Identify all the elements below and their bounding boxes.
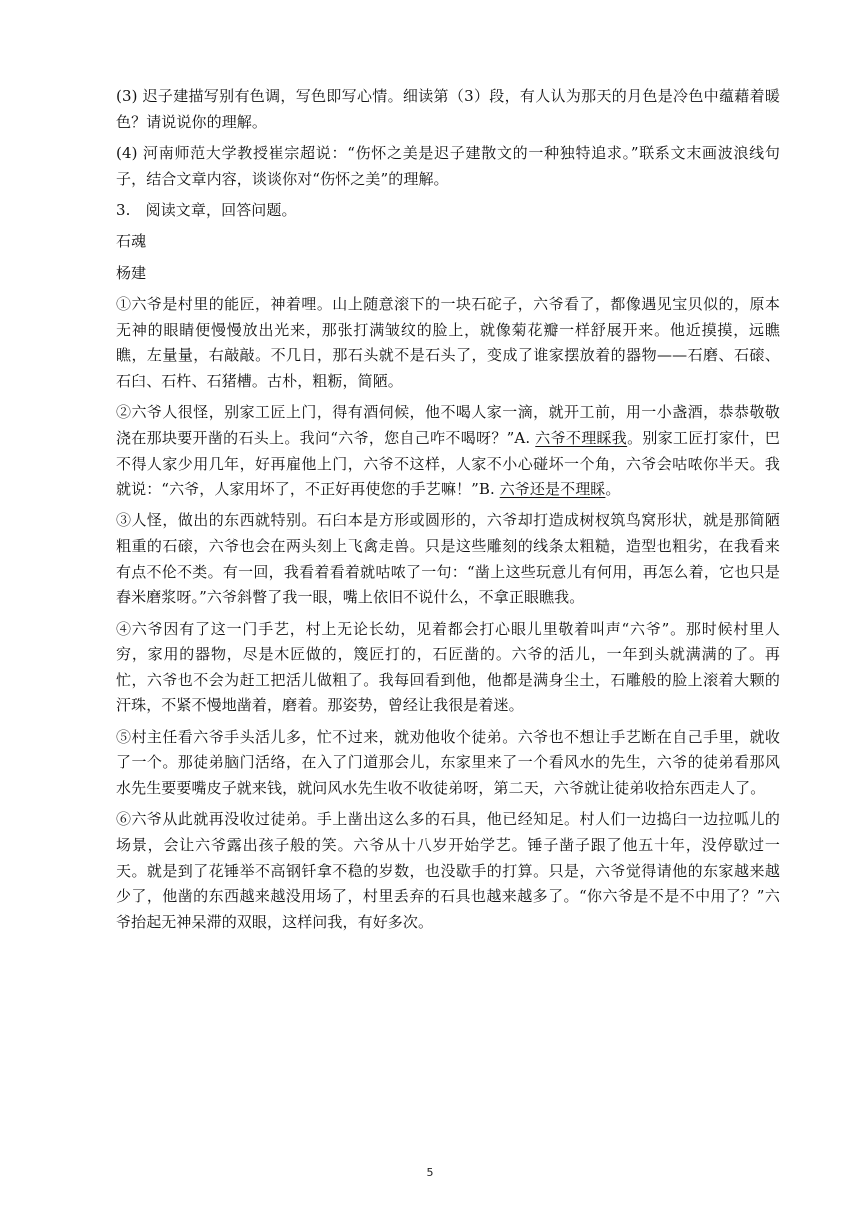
- underlined-sentence-a: 六爷不理睬我: [535, 428, 628, 447]
- paragraph-4: ④六爷因有了这一门手艺，村上无论长幼，见着都会打心眼儿里敬着叫声“六爷”。那时候村里人穷，家用的器物，尽是木匠做的，篾匠打的，石匠凿的。六爷的活儿，一年到头就满满的了。再忙，六爷也不会为赶工把活儿做粗了。我每回看到他，他都是满身尘土，石雕般的脸上滚着大颗的汗珠，不紧不慢地凿着，磨着。那姿势，曾经让我很是着迷。: [116, 619, 780, 715]
- paragraph-6: ⑥六爷从此就再没收过徒弟。手上凿出这么多的石具，他已经知足。村人们一边捣臼一边拉呱儿的场景，会让六爷露出孩子般的笑。六爷从十八岁开始学艺。锤子凿子跟了他五十年，没停歇过一天。就是到了花锤举不高钢钎拿不稳的岁数，也没歇手的打算。只是，六爷觉得请他的东家越来越少了，他凿的东西越来越没用场了，村里丢弃的石具也越来越多了。“你六爷是不是不中用了？”六爷抬起无神呆滞的双眼，这样问我，有好多次。: [116, 810, 780, 931]
- paragraph-2: [116, 400, 780, 502]
- paragraph-2-part-1: ②六爷人很怪，别家工匠上门，得有酒伺候，他不喝人家一滴，就开工前，用一小盏酒，恭恭敬敬浇在那块要开凿的石头上。我问“六爷，您自己咋不喝呀？”A.: [116, 403, 780, 447]
- page-content: [116, 84, 780, 941]
- paragraph-3: ③人怪，做出的东西就特别。石臼本是方形或圆形的，六爷却打造成树杈筑鸟窝形状，就是那简陋粗重的石磙，六爷也会在两头刻上飞禽走兽。只是这些雕刻的线条太粗糙，造型也粗劣，在我看来有点不伦不类。有一回，我看着看着就咕哝了一句：“凿上这些玩意儿有何用，再怎么着，它也只是舂米磨浆呀。”六爷斜瞥了我一眼，嘴上依旧不说什么，不拿正眼瞧我。: [116, 511, 780, 607]
- paragraph-1: ①六爷是村里的能匠，神着哩。山上随意滚下的一块石砣子，六爷看了，都像遇见宝贝似的，原本无神的眼睛便慢慢放出光来，那张打满皱纹的脸上，就像菊花瓣一样舒展开来。他近摸摸，远瞧瞧，左量量，右敲敲。不几日，那石头就不是石头了，变成了谁家摆放着的器物——石磨、石磙、石臼、石杵、石猪槽。古朴，粗粝，简陋。: [116, 295, 780, 390]
- underlined-sentence-b: 六爷还是不理睬: [499, 480, 606, 499]
- paragraph-2-part-2: 。别家工匠打家什，巴不得人家少用几年，好再雇他上门，六爷不这样，人家不小心碰坏一个角，六爷会咕哝你半天。我就说：“六爷，人家用坏了，不正好再使您的手艺嘛！”B.: [116, 428, 780, 499]
- paragraph-5: ⑤村主任看六爷手头活儿多，忙不过来，就劝他收个徒弟。六爷也不想让手艺断在自己手里，就收了一个。那徒弟脑门活络，在入了门道那会儿，东家里来了一个看风水的先生，六爷的徒弟看那风水先生要要嘴皮子就来钱，就问风水先生收不收徒弟呀，第二天，六爷就让徒弟收拾东西走人了。: [116, 727, 780, 798]
- article-author: 杨建: [116, 263, 147, 282]
- page-number: 5: [426, 1166, 434, 1179]
- article-title: 石魂: [116, 232, 147, 251]
- question-3-heading: 3. 阅读文章，回答问题。: [116, 200, 297, 219]
- question-3-sub-4: (4) 河南师范大学教授崔宗超说：“伤怀之美是迟子建散文的一种独特追求。”联系文末画波浪线句子，结合文章内容，谈谈你对“伤怀之美”的理解。: [116, 143, 780, 188]
- question-3-sub-3: (3) 迟子建描写别有色调，写色即写心情。细读第（3）段，有人认为那天的月色是冷色中蕴藉着暖色？请说说你的理解。: [116, 87, 780, 131]
- paragraph-2-part-3: 。: [605, 480, 621, 499]
